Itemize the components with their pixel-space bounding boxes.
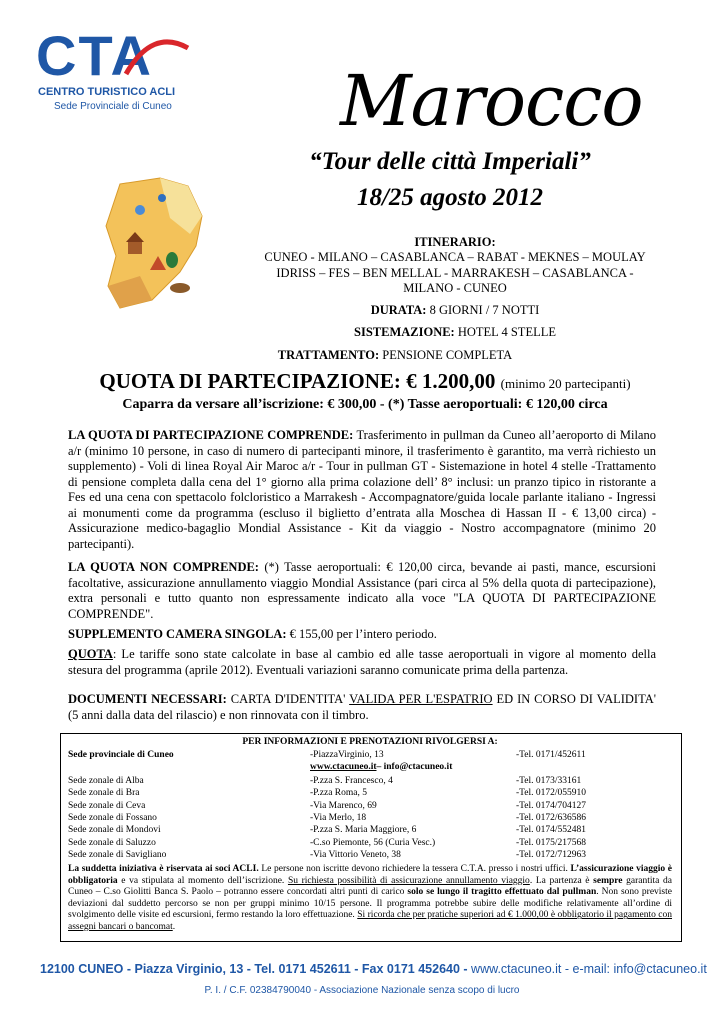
- price-heading: [60, 369, 670, 394]
- info-notes: [68, 864, 672, 934]
- logo-line2: Sede Provinciale di Cuneo: [54, 101, 172, 112]
- quota-note-label: QUOTA: [68, 647, 113, 661]
- single-supplement-paragraph: [68, 627, 656, 643]
- footer-website[interactable]: www.ctacuneo.it: [471, 962, 562, 976]
- main-office-address: -PiazzaVirginio, 13: [310, 750, 384, 760]
- logo-line1: CENTRO TURISTICO ACLI: [38, 86, 176, 98]
- note-departure-a: . La partenza è: [529, 875, 594, 886]
- office-row: [68, 776, 668, 788]
- footer-email[interactable]: info@ctacuneo.it: [613, 962, 707, 976]
- board-value: PENSIONE COMPLETA: [382, 348, 513, 362]
- office-name: Sede zonale di Mondovi: [68, 825, 161, 836]
- accommodation-label: SISTEMAZIONE:: [354, 325, 455, 339]
- office-address: -P.zza Roma, 5: [310, 788, 367, 799]
- footer-address: 12100 CUNEO - Piazza Virginio, 13 - Tel. 0171 452611 - Fax 0171 452640 -: [40, 962, 468, 976]
- includes-paragraph: [68, 428, 656, 552]
- note-departure-c: . Non sono previste deviazioni dal suddetto percorso se non per gruppi minimo 10/15 persone. Il programma potrebbe subire delle modifiche relativamente all’ordine di svolgimento delle visite ed escursioni, fermo restando la loro effettuazione.: [68, 887, 672, 921]
- note-end: .: [172, 921, 176, 932]
- note-cancellation: Su richiesta possibilità di assicurazione annullamento viaggio: [287, 875, 530, 886]
- office-tel: -Tel. 0172/712963: [516, 849, 587, 860]
- main-office-row: [68, 750, 668, 762]
- footer-legal: P. I. / C.F. 02384790040 - Associazione Nazionale senza scopo di lucro: [204, 985, 520, 996]
- single-supplement-text: € 155,00 per l’intero periodo.: [289, 627, 437, 641]
- office-name: Sede zonale di Savigliano: [68, 849, 167, 860]
- documents-pre: CARTA D'IDENTITA': [230, 692, 346, 706]
- office-row: [68, 838, 668, 850]
- office-row: [68, 813, 668, 825]
- office-name: Sede zonale di Fossano: [68, 812, 157, 823]
- office-row: [68, 788, 668, 800]
- office-address: -Via Vittorio Veneto, 38: [310, 849, 401, 860]
- office-tel: -Tel. 0172/055910: [516, 788, 587, 799]
- office-tel: -Tel. 0172/636586: [516, 812, 587, 823]
- website-link[interactable]: www.ctacuneo.it: [310, 762, 377, 772]
- quota-note-text: : Le tariffe sono state calcolate in base al cambio ed alle tasse aeroportuali in vigore al momento della stesura del programma (aprile 2012). Eventuali variazioni saranno comunicate prima della partenza.: [68, 647, 656, 677]
- excludes-label: LA QUOTA NON COMPRENDE:: [68, 560, 259, 574]
- includes-label: LA QUOTA DI PARTECIPAZIONE COMPRENDE:: [68, 428, 354, 442]
- accommodation-line: [250, 325, 660, 340]
- contact-links: [310, 762, 453, 772]
- cta-logo: [36, 24, 176, 118]
- office-tel: -Tel. 0175/217568: [516, 837, 587, 848]
- accommodation-value: HOTEL 4 STELLE: [457, 325, 556, 339]
- office-row: [68, 825, 668, 837]
- duration-line: [250, 303, 660, 318]
- note-reserved: La suddetta iniziativa è riservata ai soci ACLI.: [68, 864, 259, 874]
- note-insurance-text: e va stipulata al momento dell’iscrizione.: [117, 875, 288, 886]
- office-name: Sede zonale di Ceva: [68, 800, 146, 811]
- price-amount: QUOTA DI PARTECIPAZIONE: € 1.200,00: [99, 369, 496, 393]
- itinerary-label: ITINERARIO:: [414, 235, 496, 249]
- minimum-participants: (minimo 20 partecipanti): [500, 376, 631, 391]
- office-tel: -Tel. 0173/33161: [516, 776, 582, 786]
- duration-value: 8 GIORNI / 7 NOTTI: [429, 303, 540, 317]
- excludes-paragraph: [68, 560, 656, 622]
- logo-brand: CTA: [36, 24, 153, 87]
- deposit-line: Caparra da versare all’iscrizione: € 300,00 - (*) Tasse aeroportuali: € 120,00 circa: [122, 397, 608, 412]
- excludes-text: (*) Tasse aeroportuali: € 120,00 circa, bevande ai pasti, mance, escursioni facoltative, assicurazione annullamento viaggio Mondial Assistance (pari circa al 5% della quota di partecipazione), extra personali e tutto quanto non espressamente indicato alla voce "LA QUOTA DI PARTECIPAZIONE COMPRENDE".: [68, 560, 657, 621]
- documents-post: ED IN CORSO DI VALIDITA' (5 anni dalla data del rilascio) e non rinnovata con il timbro.: [68, 692, 657, 722]
- includes-text: Trasferimento in pullman da Cuneo all’aeroporto di Milano a/r (minimo 10 persone, in caso di numero di partecipanti minore, il trasferimento è garantito, ma verrà richiesto un supplemento) - Voli di linea Royal Air Maroc a/r - Tour in pullman GT - Sistemazione in hotel 4 stelle -Trattamento di pensione completa dalla cena del 1° giorno alla prima colazione dell’ 8° inclusi: un pranzo tipico in ristorante a Fes ed una cena con spettacolo folcloristico a Marrakesh - Accompagnatore/guida locale parlante italiano - Ingressi ai monumenti come da programma (escluso il biglietto d’entrata alla Moschea di Hassan II - € 13,00 circa) - Assicurazione medico-bagaglio Mondial Assistance - Kit da viaggio - Nostro accompagnatore (minimo 20 partecipanti).: [68, 428, 656, 551]
- office-address: -Via Marenco, 69: [310, 800, 377, 811]
- board-label: TRATTAMENTO:: [277, 348, 380, 362]
- documents-paragraph: [68, 692, 656, 723]
- board-line: [250, 348, 540, 363]
- office-row: [68, 850, 668, 862]
- documents-label: DOCUMENTI NECESSARI:: [68, 692, 227, 706]
- note-departure-always: sempre: [593, 875, 623, 886]
- morocco-map-illustration: [100, 176, 212, 310]
- office-row: [68, 801, 668, 813]
- contact-row: [68, 762, 668, 774]
- note-payment: Si ricorda che per pratiche superiori ad € 1.000,00 è obbligatorio il pagamento con assegni bancari o bancomat: [68, 910, 673, 932]
- page-title: Marocco: [340, 60, 643, 142]
- main-office-name: Sede provinciale di Cuneo: [68, 750, 174, 760]
- single-supplement-label: SUPPLEMENTO CAMERA SINGOLA:: [68, 627, 287, 641]
- note-departure-b: garantita da Cuneo – C.so Giolitti Banca S. Paolo – potranno essere concordati altri punti di carico: [68, 875, 673, 898]
- itinerary-route: CUNEO - MILANO – CASABLANCA – RABAT - MEKNES – MOULAY IDRISS – FES – BEN MELLAL - MARRAKESH – CASABLANCA - MILANO - CUNEO: [264, 250, 646, 295]
- logo-swoosh-icon: [122, 34, 192, 78]
- tour-subtitle: “Tour delle città Imperiali”: [309, 148, 591, 175]
- quota-note-paragraph: [68, 647, 656, 678]
- office-address: -Via Merlo, 18: [310, 812, 367, 823]
- office-name: Sede zonale di Bra: [68, 788, 140, 799]
- office-tel: -Tel. 0174/552481: [516, 825, 587, 836]
- note-insurance: L’assicurazione viaggio è obbligatoria: [68, 864, 672, 886]
- footer-contacts: [40, 962, 707, 976]
- duration-label: DURATA:: [370, 303, 427, 317]
- note-membership: Le persone non iscritte devono richiedere la tessera C.T.A. presso i nostri uffici.: [258, 864, 571, 874]
- office-tel: -Tel. 0174/704127: [516, 800, 587, 811]
- info-box-title: PER INFORMAZIONI E PRENOTAZIONI RIVOLGERSI A:: [242, 737, 498, 747]
- office-address: -P.zza S. Francesco, 4: [310, 776, 393, 786]
- email-link[interactable]: – info@ctacuneo.it: [376, 762, 453, 772]
- office-name: Sede zonale di Saluzzo: [68, 837, 156, 848]
- office-address: -P.zza S. Maria Maggiore, 6: [310, 825, 417, 836]
- main-office-tel: -Tel. 0171/452611: [516, 750, 586, 760]
- tour-dates: 18/25 agosto 2012: [356, 184, 544, 211]
- documents-underlined: VALIDA PER L'ESPATRIO: [349, 692, 493, 706]
- footer-email-label: - e-mail:: [564, 962, 611, 976]
- office-address: -C.so Piemonte, 56 (Curia Vesc.): [310, 837, 436, 848]
- office-name: Sede zonale di Alba: [68, 776, 144, 786]
- note-departure-route: solo se lungo il tragitto effettuato dal pullman: [407, 887, 597, 898]
